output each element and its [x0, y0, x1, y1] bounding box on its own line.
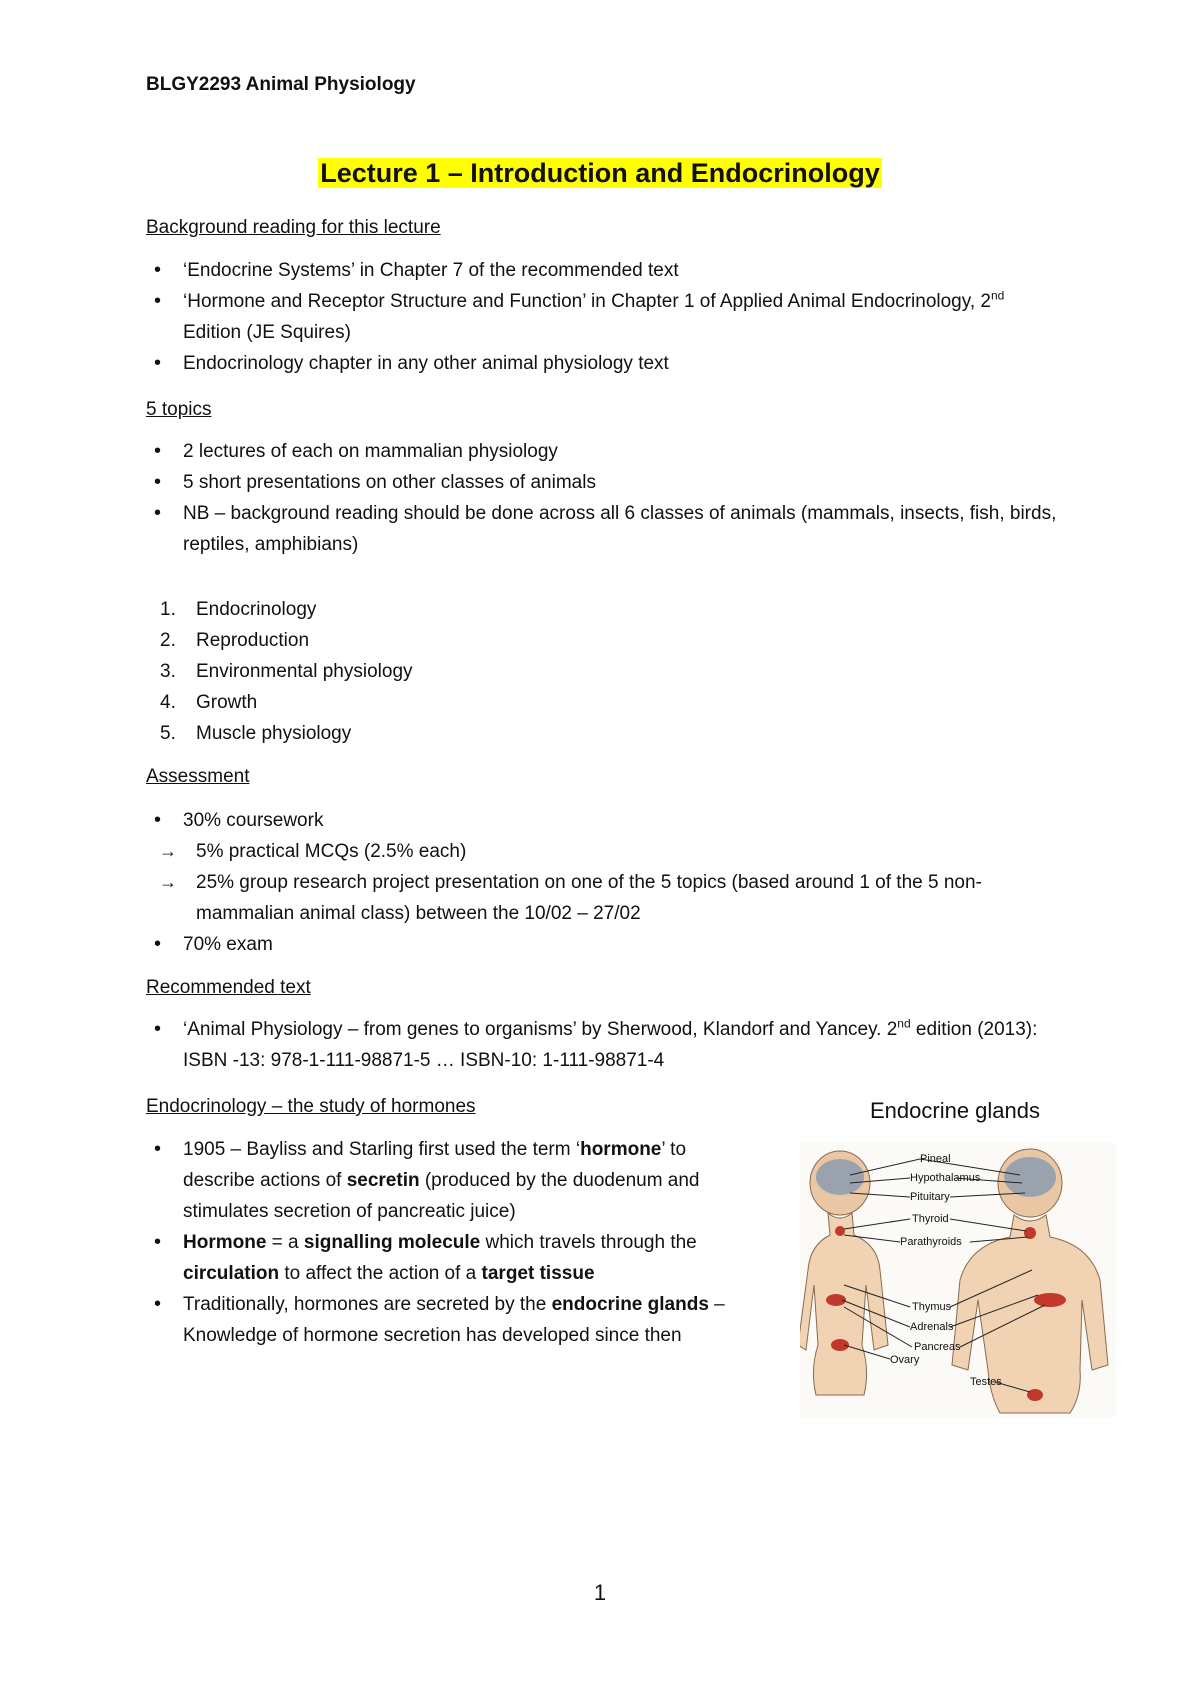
endocrine-glands-figure: [800, 1095, 1116, 1417]
list-item: 3. Environmental physiology: [160, 661, 413, 682]
background-list: [146, 255, 1066, 379]
figure-title: Endocrine glands: [870, 1098, 1041, 1123]
list-item: • 30% coursework: [146, 805, 1066, 836]
label-thyroid: Thyroid: [912, 1213, 949, 1225]
ovary-female: [831, 1339, 849, 1351]
endocrinology-heading: Endocrinology – the study of hormones: [146, 1096, 476, 1117]
topics-heading: 5 topics: [146, 399, 212, 420]
label-pancreas: Pancreas: [914, 1341, 961, 1353]
list-item: 5. Muscle physiology: [160, 723, 352, 744]
label-hypothalamus: Hypothalamus: [910, 1172, 981, 1184]
pancreas-male: [1034, 1293, 1066, 1307]
lecture-title: Lecture 1 – Introduction and Endocrinology: [320, 158, 880, 188]
list-item: • ‘Hormone and Receptor Structure and Function’ in Chapter 1 of Applied Animal Endocrinology, 2nd Edition (JE Squires): [146, 286, 1066, 348]
topics-list: [146, 436, 1066, 560]
list-item: • 5 short presentations on other classes of animals: [146, 467, 1066, 498]
testes-male: [1027, 1389, 1043, 1401]
endocrinology-list: [146, 1134, 746, 1351]
page-number: 1: [593, 1580, 607, 1605]
list-item: • NB – background reading should be done across all 6 classes of animals (mammals, insects, fish, birds, reptiles, amphibians): [146, 498, 1066, 560]
assessment-list: [146, 805, 1066, 960]
list-item: 1. Endocrinology: [160, 599, 317, 620]
topics-numbered-list: [146, 594, 413, 749]
label-adrenals: Adrenals: [910, 1321, 954, 1333]
list-item: • 2 lectures of each on mammalian physiology: [146, 436, 1066, 467]
recommended-list: [146, 1014, 1066, 1076]
brain-female: [816, 1159, 864, 1195]
label-ovary: Ovary: [890, 1354, 920, 1366]
list-item: • 70% exam: [146, 929, 1066, 960]
label-pineal: Pineal: [920, 1153, 951, 1165]
list-item: • 1905 – Bayliss and Starling first used the term ‘hormone’ to describe actions of secretin (produced by the duodenum and stimulates secretion of pancreatic juice): [146, 1134, 746, 1227]
list-item: • ‘Animal Physiology – from genes to organisms’ by Sherwood, Klandorf and Yancey. 2nd edition (2013): ISBN -13: 978-1-111-98871-5 … ISBN-10: 1-111-98871-4: [146, 1014, 1066, 1076]
recommended-heading: Recommended text: [146, 977, 311, 998]
list-item: • Traditionally, hormones are secreted by the endocrine glands – Knowledge of hormone secretion has developed since then: [146, 1289, 746, 1351]
thyroid-female: [835, 1226, 845, 1236]
assessment-heading: Assessment: [146, 766, 250, 787]
list-item: → 5% practical MCQs (2.5% each): [146, 836, 1066, 867]
label-thymus: Thymus: [912, 1301, 952, 1313]
list-item: • Hormone = a signalling molecule which travels through the circulation to affect the action of a target tissue: [146, 1227, 746, 1289]
list-item: 2. Reproduction: [160, 630, 310, 651]
list-item: • ‘Endocrine Systems’ in Chapter 7 of the recommended text: [146, 255, 1066, 286]
list-item: 4. Growth: [160, 692, 258, 713]
brain-male: [1004, 1157, 1056, 1197]
list-item: • Endocrinology chapter in any other animal physiology text: [146, 348, 1066, 379]
background-heading: Background reading for this lecture: [146, 217, 441, 238]
label-testes: Testes: [970, 1376, 1002, 1388]
list-item: → 25% group research project presentation on one of the 5 topics (based around 1 of the 5 non-mammalian animal class) between the 10/02 – 27/02: [146, 867, 1066, 929]
label-pituitary: Pituitary: [910, 1191, 950, 1203]
label-parathyroids: Parathyroids: [900, 1236, 962, 1248]
course-header: BLGY2293 Animal Physiology: [146, 74, 416, 95]
